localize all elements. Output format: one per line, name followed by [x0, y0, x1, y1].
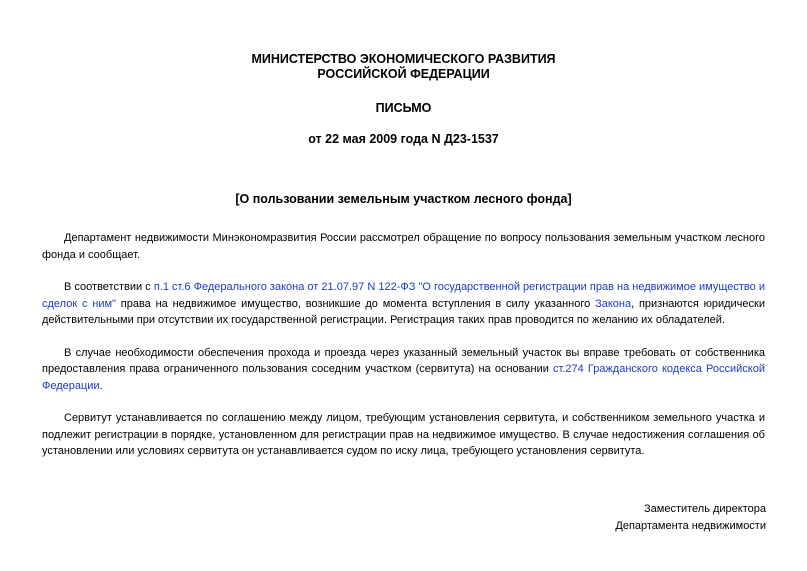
paragraph-2-text-start: В соответствии с	[64, 281, 154, 293]
paragraph-3-text-start: В случае необходимости обеспечения прохода и проезда через указанный земельный участок вы вправе требовать от собственника предоставления права ограниченного пользования соседним участком (сервитута) на основании	[42, 346, 765, 375]
signature-block	[615, 501, 766, 534]
document-body	[42, 230, 765, 460]
law-122-fz-link[interactable]: п.1 ст.6 Федерального закона от 21.07.97 N 122-ФЗ "О государственной регистрации прав на недвижимое имущество и сделок с ним"	[42, 281, 766, 310]
law-reference-link[interactable]: Закона	[595, 297, 632, 310]
paragraph-1	[42, 230, 765, 263]
document-subject: [О пользовании земельным участком лесного фонда]	[235, 192, 572, 206]
signature-title-line1: Заместитель директора	[644, 503, 766, 515]
ministry-name-line2: РОССИЙСКОЙ ФЕДЕРАЦИИ	[317, 67, 490, 81]
document-header	[42, 52, 765, 207]
paragraph-3-text-end: .	[99, 379, 103, 392]
paragraph-2	[42, 279, 765, 329]
ministry-name-line1: МИНИСТЕРСТВО ЭКОНОМИЧЕСКОГО РАЗВИТИЯ	[251, 52, 556, 66]
paragraph-1-text: Департамент недвижимости Минэкономразвития России рассмотрел обращение по вопросу пользования земельным участком лесного фонда и сообщает.	[42, 232, 765, 261]
civil-code-article-274-link[interactable]: ст.274 Гражданского кодекса Российской Федерации	[42, 363, 765, 392]
signature-title-line2: Департамента недвижимости	[615, 519, 766, 532]
paragraph-4	[42, 410, 765, 460]
paragraph-2-text-middle: права на недвижимое имущество, возникшие до момента вступления в силу указанного	[115, 297, 596, 310]
paragraph-4-text: Сервитут устанавливается по соглашению между лицом, требующим установления сервитута, и собственником земельного участка и подлежит регистрации в порядке, установленном для регистрации прав на недвижимое имущество. В случае недостижения соглашения об установлении или условиях сервитута он устанавливается судом по иску лица, требующего установления сервитута.	[42, 412, 765, 457]
paragraph-2-text-end: , признаются юридически действительными при отсутствии их государственной регистрации. Регистрация таких прав проводится по желанию их обладателей.	[42, 297, 765, 326]
paragraph-3	[42, 345, 765, 395]
document-type: ПИСЬМО	[375, 101, 432, 115]
document-date-number: от 22 мая 2009 года N Д23-1537	[308, 132, 499, 146]
